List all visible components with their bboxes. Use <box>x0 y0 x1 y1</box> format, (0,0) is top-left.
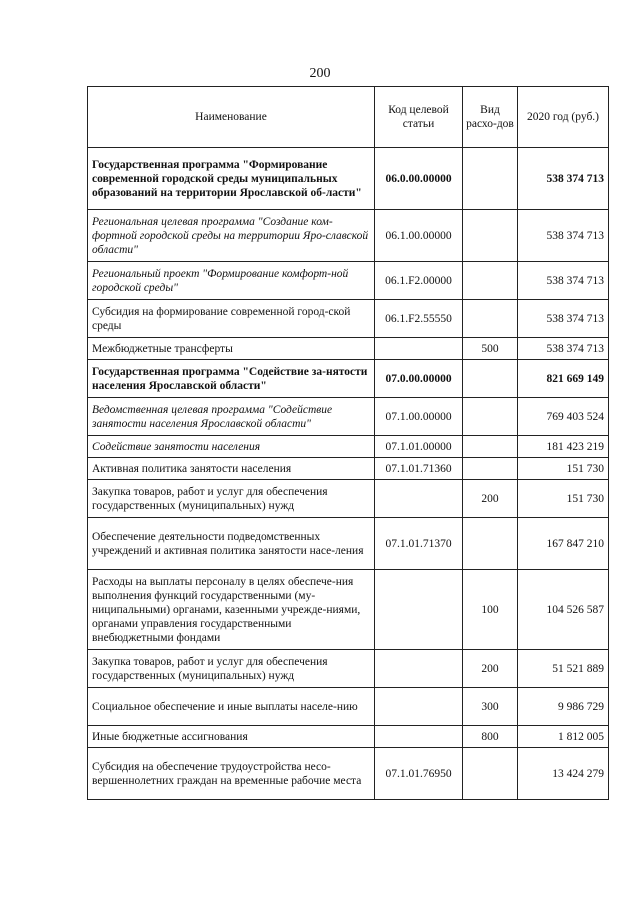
header-code: Код целевой статьи <box>375 87 463 148</box>
cell-sum: 151 730 <box>518 458 609 480</box>
cell-code: 06.1.F2.55550 <box>375 300 463 338</box>
table-row <box>88 210 609 262</box>
table-row <box>88 360 609 398</box>
cell-sum: 1 812 005 <box>518 726 609 748</box>
table-row <box>88 338 609 360</box>
cell-type <box>463 398 518 436</box>
cell-code <box>375 338 463 360</box>
cell-code <box>375 480 463 518</box>
cell-name: Расходы на выплаты персоналу в целях обеспече-ния выполнения функций государственными (му-ниципальными) органами, казенными учрежде-ниями, органами управления государственными внебюджетными фондами <box>88 570 375 650</box>
cell-type: 800 <box>463 726 518 748</box>
table-row <box>88 650 609 688</box>
table-row <box>88 480 609 518</box>
cell-sum: 821 669 149 <box>518 360 609 398</box>
cell-sum: 167 847 210 <box>518 518 609 570</box>
cell-sum: 181 423 219 <box>518 436 609 458</box>
cell-name: Обеспечение деятельности подведомственных учреждений и активная политика занятости насе-ления <box>88 518 375 570</box>
table-row <box>88 688 609 726</box>
table-row <box>88 570 609 650</box>
table-row <box>88 300 609 338</box>
cell-name: Ведомственная целевая программа "Содействие занятости населения Ярославской области" <box>88 398 375 436</box>
cell-type: 200 <box>463 480 518 518</box>
cell-name: Межбюджетные трансферты <box>88 338 375 360</box>
cell-name: Социальное обеспечение и иные выплаты населе-нию <box>88 688 375 726</box>
cell-sum: 9 986 729 <box>518 688 609 726</box>
cell-name: Закупка товаров, работ и услуг для обеспечения государственных (муниципальных) нужд <box>88 650 375 688</box>
table-header-row <box>88 87 609 148</box>
cell-sum: 51 521 889 <box>518 650 609 688</box>
cell-name: Государственная программа "Формирование современной городской среды муниципальных образований на территории Ярославской об-ласти" <box>88 148 375 210</box>
table-row <box>88 518 609 570</box>
cell-code: 07.1.01.76950 <box>375 748 463 800</box>
cell-sum: 538 374 713 <box>518 210 609 262</box>
cell-sum: 538 374 713 <box>518 148 609 210</box>
cell-code <box>375 726 463 748</box>
table-row <box>88 726 609 748</box>
cell-name: Содействие занятости населения <box>88 436 375 458</box>
cell-type <box>463 148 518 210</box>
cell-type: 100 <box>463 570 518 650</box>
table-row <box>88 748 609 800</box>
cell-name: Активная политика занятости населения <box>88 458 375 480</box>
cell-code: 07.1.00.00000 <box>375 398 463 436</box>
cell-code: 06.0.00.00000 <box>375 148 463 210</box>
page-number: 200 <box>309 66 331 81</box>
cell-sum: 538 374 713 <box>518 338 609 360</box>
cell-type <box>463 210 518 262</box>
header-type: Вид расхо-дов <box>463 87 518 148</box>
budget-table <box>87 86 609 800</box>
cell-name: Государственная программа "Содействие за-нятости населения Ярославской области" <box>88 360 375 398</box>
cell-sum: 538 374 713 <box>518 300 609 338</box>
cell-type: 200 <box>463 650 518 688</box>
table-row <box>88 262 609 300</box>
cell-name: Закупка товаров, работ и услуг для обеспечения государственных (муниципальных) нужд <box>88 480 375 518</box>
cell-sum: 769 403 524 <box>518 398 609 436</box>
cell-type: 500 <box>463 338 518 360</box>
cell-type <box>463 518 518 570</box>
table-row <box>88 148 609 210</box>
cell-type: 300 <box>463 688 518 726</box>
header-name: Наименование <box>88 87 375 148</box>
cell-sum: 104 526 587 <box>518 570 609 650</box>
cell-type <box>463 458 518 480</box>
cell-name: Субсидия на формирование современной город-ской среды <box>88 300 375 338</box>
cell-name: Иные бюджетные ассигнования <box>88 726 375 748</box>
cell-code <box>375 688 463 726</box>
cell-sum: 151 730 <box>518 480 609 518</box>
cell-name: Субсидия на обеспечение трудоустройства несо-вершеннолетних граждан на временные рабочие места <box>88 748 375 800</box>
cell-code: 07.1.01.71370 <box>375 518 463 570</box>
cell-code: 07.0.00.00000 <box>375 360 463 398</box>
cell-name: Региональная целевая программа "Создание ком-фортной городской среды на территории Яро-славской области" <box>88 210 375 262</box>
table-row <box>88 436 609 458</box>
cell-type <box>463 436 518 458</box>
cell-type <box>463 262 518 300</box>
table-row <box>88 458 609 480</box>
cell-code: 07.1.01.00000 <box>375 436 463 458</box>
table-body <box>88 148 609 800</box>
cell-name: Региональный проект "Формирование комфорт-ной городской среды" <box>88 262 375 300</box>
cell-code: 06.1.F2.00000 <box>375 262 463 300</box>
cell-sum: 13 424 279 <box>518 748 609 800</box>
cell-type <box>463 360 518 398</box>
cell-code <box>375 650 463 688</box>
cell-code <box>375 570 463 650</box>
header-sum: 2020 год (руб.) <box>518 87 609 148</box>
cell-type <box>463 748 518 800</box>
table-row <box>88 398 609 436</box>
cell-sum: 538 374 713 <box>518 262 609 300</box>
cell-type <box>463 300 518 338</box>
cell-code: 06.1.00.00000 <box>375 210 463 262</box>
cell-code: 07.1.01.71360 <box>375 458 463 480</box>
